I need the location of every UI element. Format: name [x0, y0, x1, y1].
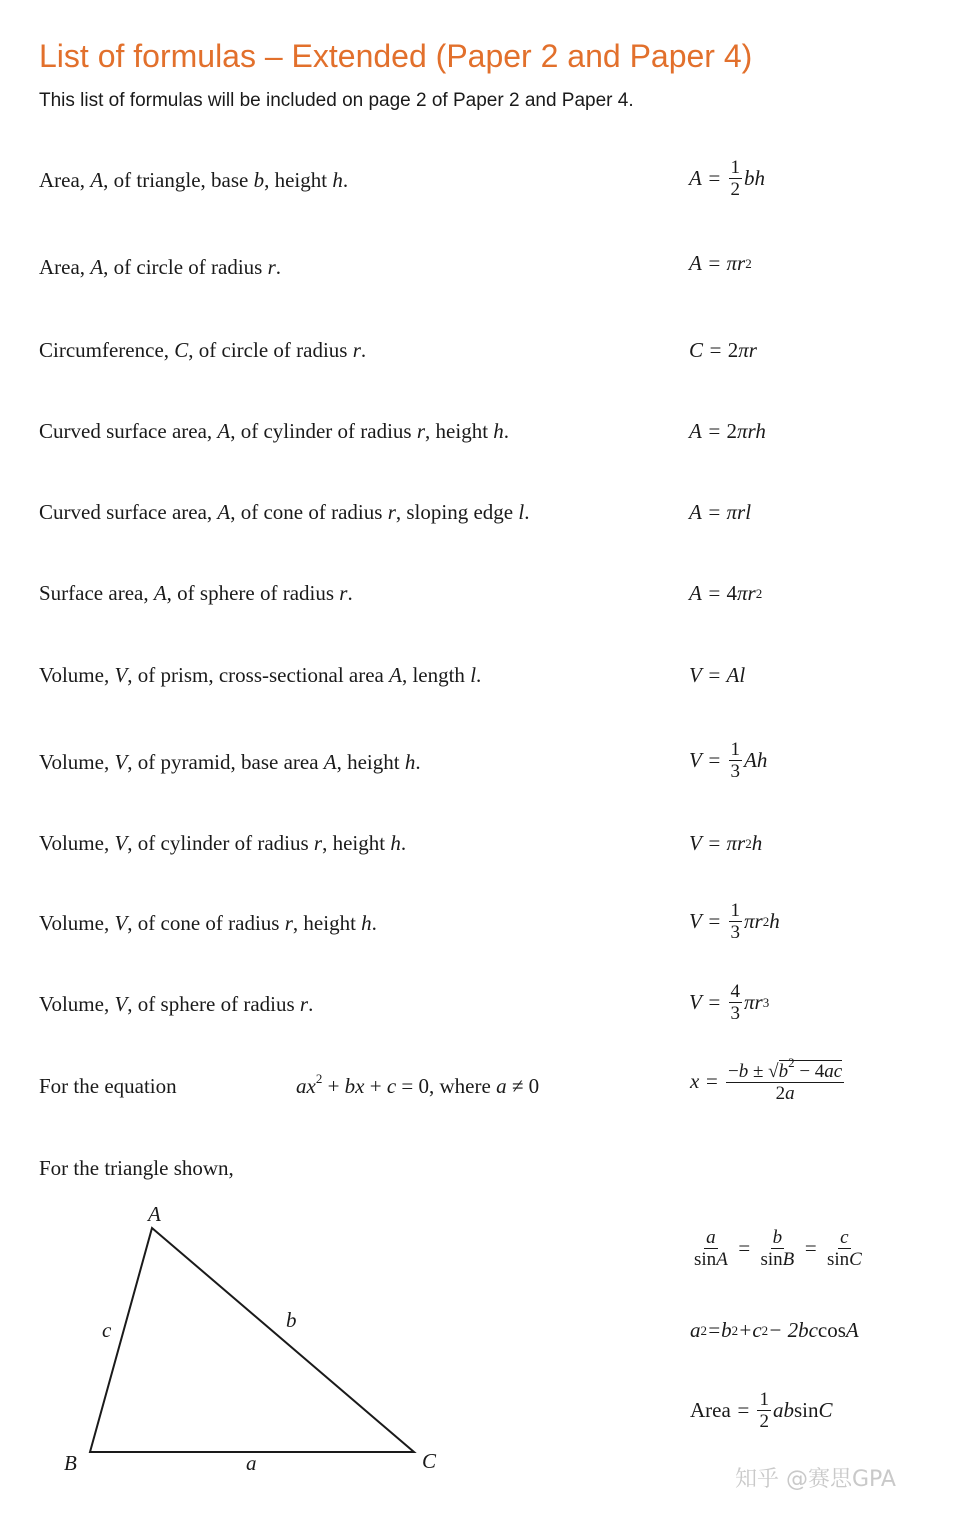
- formula-description: Curved surface area, A, of cone of radius r, sloping edge l.: [39, 500, 530, 524]
- formula-expression: A = $\frac{1}{2}$ bh: [689, 157, 765, 200]
- side-b-label: b: [286, 1308, 297, 1332]
- vertex-a-label: A: [148, 1202, 161, 1226]
- page-title: List of formulas – Extended (Paper 2 and Paper 4): [39, 38, 753, 74]
- formula-expression: A = πr 2: [689, 251, 752, 275]
- quadratic-formula: x = $\frac{-b \pm √b^2 - 4ac}{2a}$: [690, 1055, 843, 1104]
- formula-expression: V = $\frac{1}{3}$ Ah: [689, 739, 768, 782]
- formula-expression: V = $\frac{4}{3}$ πr 3: [689, 981, 770, 1024]
- sine-rule: $\frac{a}{\sin A}$ = $\frac{b}{\sin B}$ = $\frac{c}{\sin C}$: [694, 1227, 862, 1270]
- formula-row: [0, 981, 961, 1054]
- formula-description: Surface area, A, of sphere of radius r.: [39, 581, 353, 605]
- formula-row: [0, 739, 961, 812]
- side-c-label: c: [102, 1318, 112, 1342]
- formula-row: [0, 665, 961, 725]
- triangle-area-rule: Area = $\frac{1}{2}$ ab sin C: [690, 1389, 833, 1432]
- formula-description: Area, A, of circle of radius r.: [39, 255, 282, 279]
- formula-expression: C = 2 πr: [689, 338, 757, 362]
- formula-row: [0, 157, 961, 230]
- formula-description: Volume, V, of prism, cross-sectional area A, length l.: [39, 663, 482, 687]
- triangle-intro: For the triangle shown,: [39, 1156, 234, 1180]
- formula-description: Volume, V, of pyramid, base area A, height h.: [39, 750, 421, 774]
- formula-description: Volume, V, of cone of radius r, height h.: [39, 911, 377, 935]
- vertex-c-label: C: [422, 1449, 437, 1473]
- formula-expression: V = Al: [689, 663, 746, 687]
- formula-expression: V = πr 2 h: [689, 831, 763, 855]
- formula-row: [0, 340, 961, 400]
- quadratic-equation: $ax^2$ + bx + c = 0, where a ≠ 0: [296, 1071, 540, 1098]
- vertex-b-label: B: [64, 1451, 77, 1475]
- cosine-rule: a 2 = b 2 + c 2 − 2 bc cos A: [690, 1318, 859, 1342]
- formula-description: Volume, V, of cylinder of radius r, height h.: [39, 831, 407, 855]
- triangle-shape: [90, 1228, 414, 1452]
- formula-description: Volume, V, of sphere of radius r.: [39, 992, 314, 1016]
- formula-row: [0, 833, 961, 893]
- formula-row: [0, 583, 961, 643]
- formula-row: [0, 421, 961, 481]
- formula-row: [0, 251, 961, 317]
- formula-expression: A = πrl: [689, 500, 752, 524]
- formula-expression: V = $\frac{1}{3}$ πr 2 h: [689, 900, 780, 943]
- quadratic-label: For the equation: [39, 1074, 177, 1098]
- formula-row: [0, 502, 961, 562]
- formula-description: Circumference, C, of circle of radius r.: [39, 338, 367, 362]
- quadratic-row: [0, 1055, 961, 1136]
- formula-expression: A = 4 πr 2: [689, 581, 763, 605]
- watermark: 知乎 @赛思GPA: [735, 1467, 896, 1492]
- formula-description: Area, A, of triangle, base b, height h.: [39, 168, 349, 192]
- side-a-label: a: [246, 1451, 257, 1475]
- formula-row: [0, 900, 961, 973]
- formula-expression: A = 2 πrh: [689, 419, 766, 443]
- formula-description: Curved surface area, A, of cylinder of radius r, height h.: [39, 419, 510, 443]
- page-subtitle: This list of formulas will be included on page 2 of Paper 2 and Paper 4.: [39, 90, 634, 111]
